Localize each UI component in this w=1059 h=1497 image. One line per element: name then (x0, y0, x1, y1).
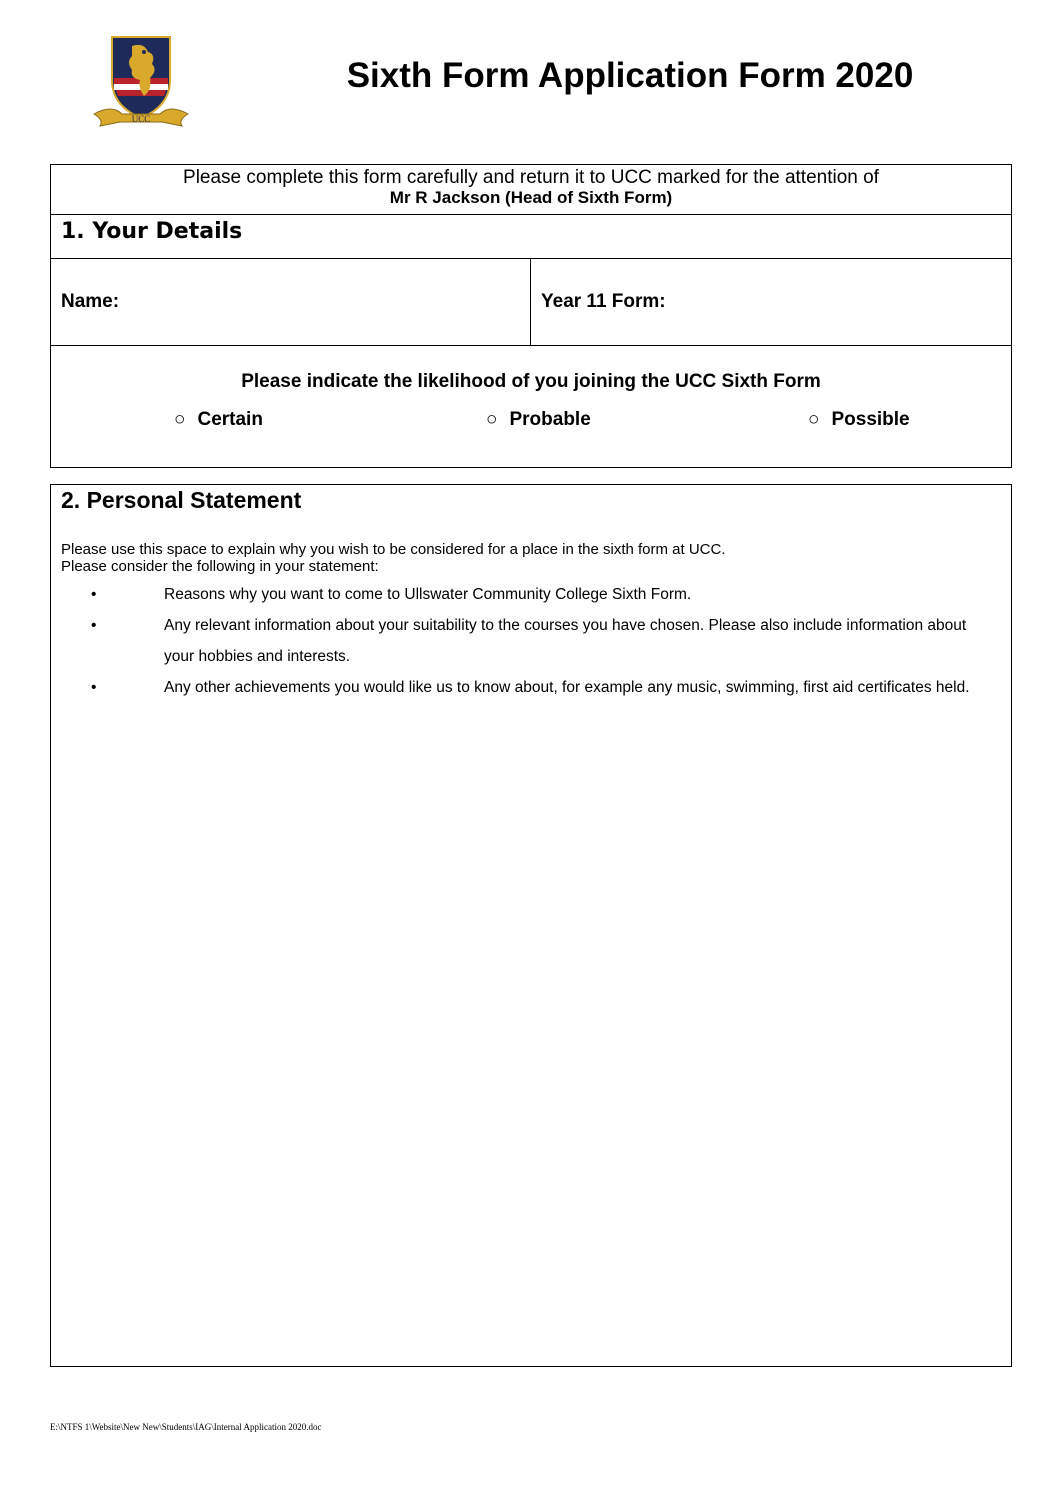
radio-circle-icon[interactable]: ○ (808, 409, 820, 430)
bullet-icon: • (91, 617, 97, 634)
option-probable[interactable] (486, 409, 591, 431)
statement-instructions-line-2: Please consider the following in your statement: (61, 558, 379, 575)
option-label: Certain (197, 409, 263, 430)
list-item-text: Any relevant information about your suitability to the courses you have chosen. Please also include information about your hobbies and interests. (164, 617, 967, 665)
option-certain[interactable] (174, 409, 263, 431)
option-label: Possible (831, 409, 910, 430)
likelihood-options (51, 409, 1011, 449)
instructions-line-1: Please complete this form carefully and return it to UCC marked for the attention of (183, 167, 879, 188)
year-11-form-field[interactable] (531, 259, 1011, 345)
bullet-icon: • (91, 586, 97, 603)
page-title: Sixth Form Application Form 2020 (346, 56, 914, 95)
section-1-heading: 1. Your Details (51, 215, 1011, 259)
radio-circle-icon[interactable]: ○ (486, 409, 498, 430)
school-crest-logo (92, 34, 190, 128)
personal-statement-section[interactable] (50, 484, 1012, 1367)
year-11-form-label: Year 11 Form: (541, 291, 666, 312)
details-section (50, 164, 1012, 468)
list-item-text: Reasons why you want to come to Ullswater Community College Sixth Form. (164, 586, 692, 603)
statement-instructions-line-1: Please use this space to explain why you wish to be considered for a place in the sixth form at UCC. (61, 541, 726, 558)
instructions-banner (51, 165, 1011, 215)
name-field[interactable] (51, 259, 531, 345)
svg-text:UCC: UCC (131, 114, 151, 124)
statement-instructions (61, 541, 1011, 575)
list-item (51, 579, 1011, 610)
list-item (51, 672, 1011, 703)
radio-circle-icon[interactable]: ○ (174, 409, 186, 430)
statement-guidance-list (51, 579, 1011, 703)
section-2-heading: 2. Personal Statement (61, 487, 302, 513)
file-path-footer: E:\NTFS 1\Website\New New\Students\IAG\Internal Application 2020.doc (50, 1422, 322, 1432)
option-label: Probable (509, 409, 591, 430)
list-item (51, 610, 1011, 672)
bullet-icon: • (91, 679, 97, 696)
name-label: Name: (61, 291, 120, 312)
details-row (51, 259, 1011, 346)
list-item-text: Any other achievements you would like us to know about, for example any music, swimming, first aid certificates held. (164, 679, 970, 696)
option-possible[interactable] (808, 409, 910, 431)
likelihood-prompt: Please indicate the likelihood of you joining the UCC Sixth Form (241, 371, 821, 392)
instructions-line-2: Mr R Jackson (Head of Sixth Form) (389, 188, 673, 207)
